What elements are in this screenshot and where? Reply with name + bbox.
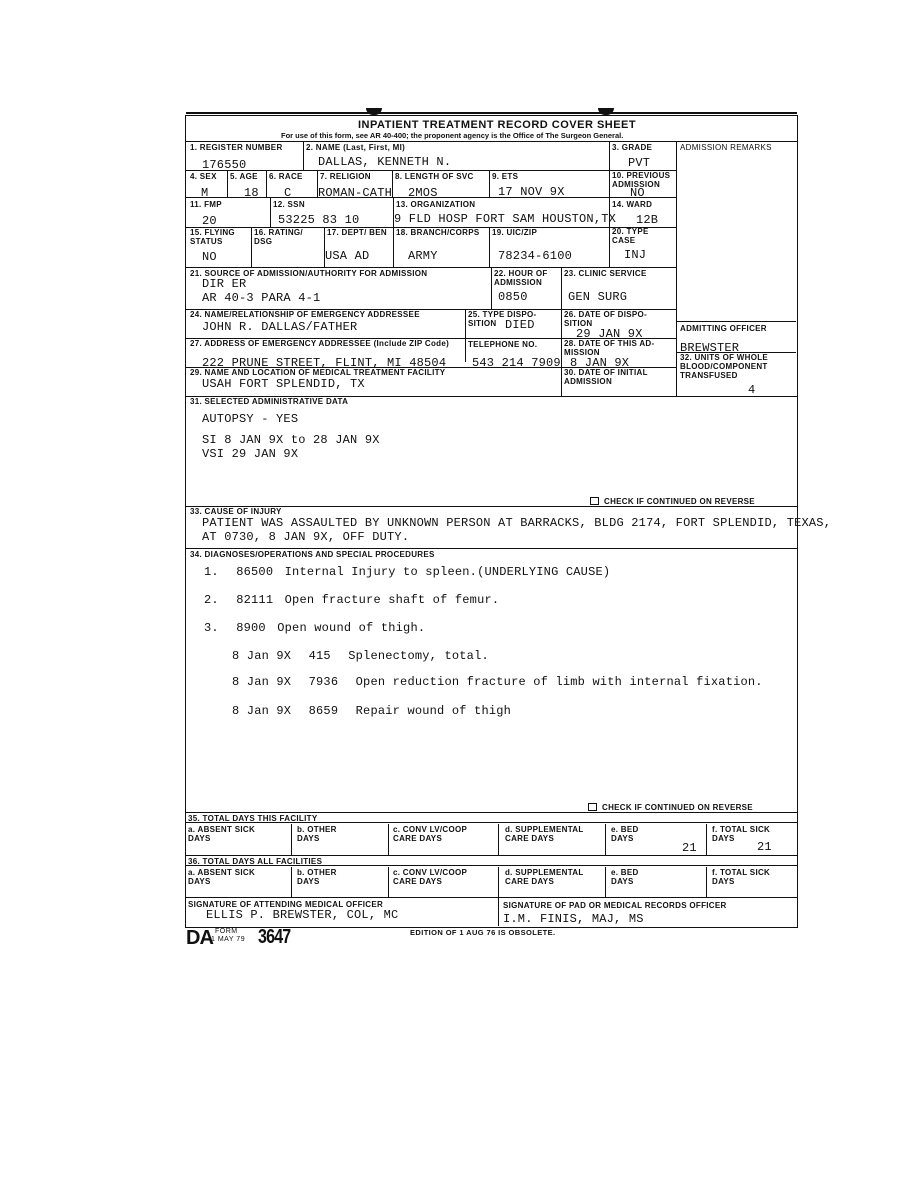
- age-label: 5. AGE: [230, 172, 258, 181]
- row4-div5: [609, 227, 610, 267]
- top-edge-line: [186, 112, 797, 114]
- source-admission-line2: AR 40-3 PARA 4-1: [202, 291, 321, 305]
- admin-continue-label: CHECK IF CONTINUED ON REVERSE: [604, 497, 755, 506]
- previous-admission-label: 10. PREVIOUS ADMISSION: [612, 171, 671, 189]
- row2-div2: [266, 170, 267, 197]
- all-other-label: b. OTHER DAYS: [297, 868, 337, 886]
- telephone-label: TELEPHONE NO.: [468, 340, 538, 349]
- row2-div1: [227, 170, 228, 197]
- procedure-text: Splenectomy, total.: [348, 649, 489, 663]
- cause-injury-line1: PATIENT WAS ASSAULTED BY UNKNOWN PERSON AT BARRACKS, BLDG 2174, FORT SPLENDID, TEXAS,: [202, 516, 832, 530]
- cause-injury-line2: AT 0730, 8 JAN 9X, OFF DUTY.: [202, 530, 410, 544]
- name-label: 2. NAME (Last, First, MI): [306, 143, 406, 152]
- flying-status-value: NO: [202, 250, 217, 264]
- form-prefix: DA: [186, 927, 213, 949]
- diagnosis-row: [204, 593, 499, 607]
- organization-label: 13. ORGANIZATION: [396, 200, 476, 209]
- fmp-label: 11. FMP: [190, 200, 222, 209]
- admission-remarks-label: ADMISSION REMARKS: [680, 143, 772, 152]
- this-total-sick-label: f. TOTAL SICK DAYS: [712, 825, 771, 843]
- flying-status-label: 15. FLYING STATUS: [190, 228, 235, 246]
- row4-bottom: [186, 267, 676, 268]
- cause-injury-label: 33. CAUSE OF INJURY: [190, 507, 282, 516]
- s36-div2: [388, 867, 389, 897]
- row1-div2: [609, 141, 610, 170]
- pad-signature-value: I.M. FINIS, MAJ, MS: [503, 912, 644, 926]
- all-supplemental-label: d. SUPPLEMENTAL CARE DAYS: [505, 868, 584, 886]
- length-svc-label: 8. LENGTH OF SVC: [395, 172, 474, 181]
- this-total-sick-value: 21: [757, 840, 772, 854]
- religion-label: 7. RELIGION: [320, 172, 371, 181]
- section35-label-bottom: [186, 822, 797, 823]
- ssn-value: 53225 83 10: [278, 213, 360, 227]
- date-initial-admission-label: 30. DATE OF INITIAL ADMISSION: [564, 368, 648, 386]
- fmp-value: 20: [202, 214, 217, 228]
- procedure-date: 8 Jan 9X: [232, 704, 292, 718]
- register-number-value: 176550: [202, 158, 247, 172]
- s36-div1: [291, 867, 292, 897]
- grade-label: 3. GRADE: [612, 143, 653, 152]
- attending-signature-label: SIGNATURE OF ATTENDING MEDICAL OFFICER: [188, 900, 384, 909]
- days-this-facility-label: 35. TOTAL DAYS THIS FACILITY: [188, 814, 318, 823]
- this-supplemental-label: d. SUPPLEMENTAL CARE DAYS: [505, 825, 584, 843]
- procedure-text: Open reduction fracture of limb with internal fixation.: [355, 675, 763, 689]
- organization-value: 9 FLD HOSP FORT SAM HOUSTON,TX: [394, 212, 617, 226]
- admin-data-label: 31. SELECTED ADMINISTRATIVE DATA: [190, 397, 349, 406]
- form-number: 3647: [258, 926, 291, 948]
- branch-corps-value: ARMY: [408, 249, 438, 263]
- title-divider: [186, 141, 797, 142]
- emergency-addressee-label: 24. NAME/RELATIONSHIP OF EMERGENCY ADDRESSEE: [190, 310, 420, 319]
- diagnosis-num: 3.: [204, 621, 219, 635]
- row4-div3: [393, 227, 394, 267]
- s35-div1: [291, 824, 292, 855]
- previous-admission-value: NO: [630, 186, 645, 200]
- admin-data-line-1: AUTOPSY - YES: [202, 412, 299, 426]
- procedure-code: 8659: [308, 704, 339, 718]
- ets-value: 17 NOV 9X: [498, 185, 565, 199]
- procedure-code: 7936: [308, 675, 339, 689]
- sex-label: 4. SEX: [190, 172, 217, 181]
- units-transfused-label: 32. UNITS OF WHOLE BLOOD/COMPONENT TRANSFUSED: [680, 353, 769, 380]
- uic-zip-value: 78234-6100: [498, 249, 573, 263]
- ward-label: 14. WARD: [612, 200, 653, 209]
- date-disposition-label: 26. DATE OF DISPO- SITION: [564, 310, 648, 328]
- s35-div5: [706, 824, 707, 855]
- all-conv-lv-label: c. CONV LV/COOP CARE DAYS: [393, 868, 467, 886]
- diagnoses-continue-label: CHECK IF CONTINUED ON REVERSE: [602, 803, 753, 812]
- diagnoses-continue-checkbox[interactable]: [588, 803, 753, 812]
- row1-div1: [303, 141, 304, 170]
- diagnoses-label: 34. DIAGNOSES/OPERATIONS AND SPECIAL PROCEDURES: [190, 550, 435, 559]
- race-value: C: [284, 186, 292, 200]
- section36-label-bottom: [186, 865, 797, 866]
- procedure-row: [232, 675, 763, 689]
- procedure-date: 8 Jan 9X: [232, 649, 292, 663]
- section33-bottom: [186, 548, 797, 549]
- ssn-label: 12. SSN: [273, 200, 305, 209]
- emergency-addressee-value: JOHN R. DALLAS/FATHER: [202, 320, 358, 334]
- diagnosis-num: 2.: [204, 593, 219, 607]
- sex-value: M: [201, 186, 209, 200]
- this-bed-label: e. BED DAYS: [611, 825, 639, 843]
- type-disposition-label: 25. TYPE DISPO- SITION: [468, 310, 537, 328]
- emergency-address-label: 27. ADDRESS OF EMERGENCY ADDRESSEE (Include ZIP Code): [190, 339, 450, 348]
- diagnosis-text: Open fracture shaft of femur.: [284, 593, 500, 607]
- diagnosis-code: 86500: [236, 565, 274, 579]
- procedure-date: 8 Jan 9X: [232, 675, 292, 689]
- row5-div1: [491, 267, 492, 309]
- medical-facility-value: USAH FORT SPLENDID, TX: [202, 377, 365, 391]
- section36-bottom: [186, 897, 797, 898]
- grade-value: PVT: [628, 156, 651, 170]
- telephone-value: 543 214 7909: [472, 356, 561, 370]
- source-admission-line1: DIR ER: [202, 277, 247, 291]
- dept-ben-label: 17. DEPT/ BEN: [327, 228, 387, 237]
- all-bed-label: e. BED DAYS: [611, 868, 639, 886]
- uic-zip-label: 19. UIC/ZIP: [492, 228, 538, 237]
- length-svc-value: 2MOS: [408, 186, 438, 200]
- clinic-service-value: GEN SURG: [568, 290, 628, 304]
- pad-signature-label: SIGNATURE OF PAD OR MEDICAL RECORDS OFFICER: [503, 901, 727, 910]
- diagnosis-code: 8900: [236, 621, 266, 635]
- hour-admission-label: 22. HOUR OF ADMISSION: [494, 269, 548, 287]
- diagnosis-row: [204, 565, 610, 579]
- hour-admission-value: 0850: [498, 290, 528, 304]
- diagnosis-row: [204, 621, 425, 635]
- all-total-sick-label: f. TOTAL SICK DAYS: [712, 868, 771, 886]
- row2-div5: [489, 170, 490, 197]
- date-this-admission-label: 28. DATE OF THIS AD- MISSION: [564, 339, 655, 357]
- s36-div4: [605, 867, 606, 897]
- section34-bottom: [186, 812, 797, 813]
- diagnosis-text: Internal Injury to spleen.(UNDERLYING CAUSE): [284, 565, 611, 579]
- form-date: 1 MAY 79: [211, 936, 246, 943]
- type-case-value: INJ: [624, 248, 647, 262]
- row3-div3: [609, 197, 610, 227]
- row2-div4: [392, 170, 393, 197]
- section35-bottom: [186, 855, 797, 856]
- row3-div1: [270, 197, 271, 227]
- row4-div1: [251, 227, 252, 267]
- dept-ben-value: USA AD: [325, 249, 370, 263]
- branch-corps-label: 18. BRANCH/CORPS: [396, 228, 480, 237]
- edition-note: EDITION OF 1 AUG 76 IS OBSOLETE.: [410, 928, 556, 937]
- all-absent-sick-label: a. ABSENT SICK DAYS: [188, 868, 256, 886]
- this-other-label: b. OTHER DAYS: [297, 825, 337, 843]
- right-column-divider: [676, 141, 677, 396]
- admitting-officer-top: [676, 321, 796, 322]
- name-value: DALLAS, KENNETH N.: [318, 155, 452, 169]
- s35-div4: [605, 824, 606, 855]
- row2-div6: [609, 170, 610, 197]
- row6-div1: [465, 309, 466, 362]
- this-absent-sick-label: a. ABSENT SICK DAYS: [188, 825, 256, 843]
- procedure-row: [232, 649, 489, 663]
- signature-divider: [498, 897, 499, 926]
- type-disposition-value: DIED: [505, 318, 535, 332]
- s35-div3: [498, 824, 499, 855]
- row4-div4: [489, 227, 490, 267]
- diagnosis-code: 82111: [236, 593, 274, 607]
- ets-label: 9. ETS: [492, 172, 519, 181]
- clinic-service-label: 23. CLINIC SERVICE: [564, 269, 647, 278]
- date-disposition-value: 29 JAN 9X: [576, 327, 643, 341]
- age-value: 18: [244, 186, 259, 200]
- this-bed-value: 21: [682, 841, 697, 855]
- procedure-row: [232, 704, 511, 718]
- race-label: 6. RACE: [269, 172, 303, 181]
- days-all-facilities-label: 36. TOTAL DAYS ALL FACILITIES: [188, 857, 323, 866]
- diagnosis-text: Open wound of thigh.: [277, 621, 426, 635]
- form-title: INPATIENT TREATMENT RECORD COVER SHEET: [358, 119, 637, 131]
- register-number-label: 1. REGISTER NUMBER: [190, 143, 283, 152]
- s36-div5: [706, 867, 707, 897]
- attending-signature-value: ELLIS P. BREWSTER, COL, MC: [206, 908, 399, 922]
- diagnosis-num: 1.: [204, 565, 219, 579]
- emergency-address-value: 222 PRUNE STREET, FLINT, MI 48504: [202, 356, 447, 370]
- form-word: FORM: [215, 928, 238, 935]
- this-conv-lv-label: c. CONV LV/COOP CARE DAYS: [393, 825, 467, 843]
- medical-facility-label: 29. NAME AND LOCATION OF MEDICAL TREATMENT FACILITY: [190, 368, 446, 377]
- source-admission-label: 21. SOURCE OF ADMISSION/AUTHORITY FOR ADMISSION: [190, 269, 428, 278]
- date-this-admission-value: 8 JAN 9X: [570, 356, 630, 370]
- rating-dsg-label: 16. RATING/ DSG: [254, 228, 303, 246]
- form-subtitle: For use of this form, see AR 40-400; the proponent agency is the Office of The Surgeon General.: [281, 131, 624, 140]
- type-case-label: 20. TYPE CASE: [612, 227, 649, 245]
- row1-bottom: [186, 170, 676, 171]
- s36-div3: [498, 867, 499, 897]
- checkbox-icon: [590, 497, 599, 505]
- units-transfused-value: 4: [748, 383, 756, 397]
- ward-value: 12B: [636, 213, 659, 227]
- admin-data-line-3: VSI 29 JAN 9X: [202, 447, 299, 461]
- admitting-officer-label: ADMITTING OFFICER: [680, 324, 767, 333]
- admitting-officer-value: BREWSTER: [680, 341, 740, 355]
- admin-continue-checkbox[interactable]: [590, 497, 755, 506]
- procedure-text: Repair wound of thigh: [355, 704, 512, 718]
- admin-data-line-2: SI 8 JAN 9X to 28 JAN 9X: [202, 433, 380, 447]
- row5-div2: [561, 267, 562, 396]
- row2-bottom: [186, 197, 676, 198]
- religion-value: ROMAN-CATH: [318, 186, 393, 200]
- s35-div2: [388, 824, 389, 855]
- checkbox-icon: [588, 803, 597, 811]
- procedure-code: 415: [308, 649, 331, 663]
